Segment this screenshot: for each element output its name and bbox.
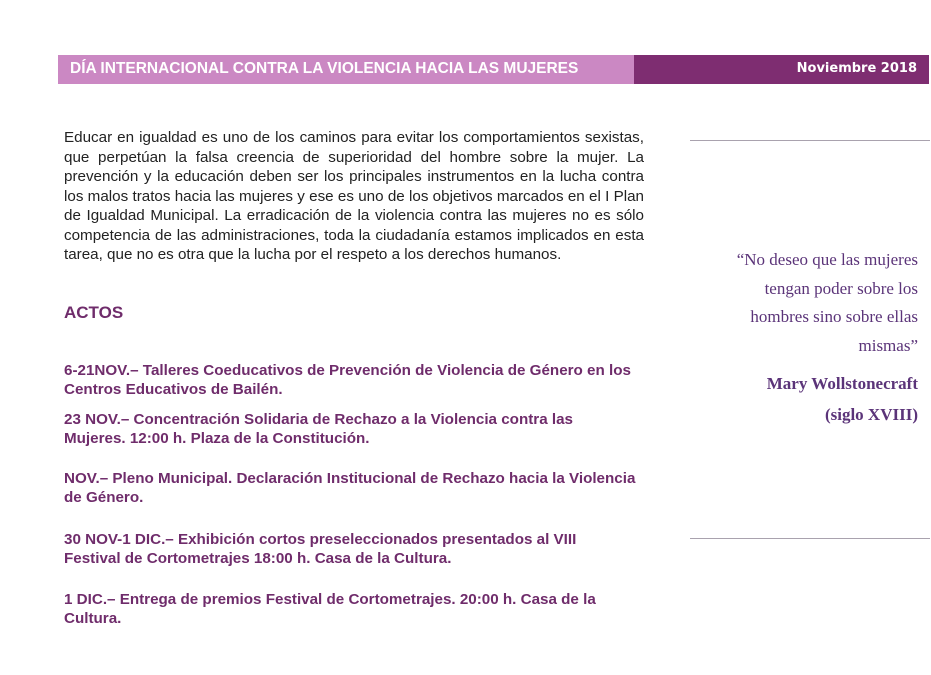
divider-top <box>690 140 930 141</box>
acto-item: 6-21NOV.– Talleres Coeducativos de Prevención de Violencia de Género en los Centros Educativos de Bailén. <box>64 362 631 398</box>
intro-section <box>64 128 644 265</box>
actos-heading: ACTOS <box>64 303 124 322</box>
acto-item: 1 DIC.– Entrega de premios Festival de Cortometrajes. 20:00 h. Casa de la Cultura. <box>64 591 596 627</box>
intro-paragraph: Educar en igualdad es uno de los caminos para evitar los comportamientos sexistas, que perpetúan la falsa creencia de superioridad del hombre sobre la mujer. La prevención y la educación deben ser los principales instrumentos en la lucha contra los malos tratos hacia las mujeres y ese es uno de los objetivos marcados en el I Plan de Igualdad Municipal. La erradicación de la violencia contra las mujeres no es sólo competencia de las administraciones, toda la ciudadanía estamos implicados en esta tarea, que no es otra que la lucha por el respeto a los derechos humanos. <box>64 129 644 263</box>
acto-item: 30 NOV-1 DIC.– Exhibición cortos preseleccionados presentados al VIII Festival de Cortometrajes 18:00 h. Casa de la Cultura. <box>64 531 577 567</box>
date-bar <box>634 55 929 84</box>
pull-quote <box>678 246 918 360</box>
quote-era: (siglo XVIII) <box>824 405 918 424</box>
quote-attribution <box>678 368 918 430</box>
quote-line: “No deseo que las mujeres <box>736 250 918 269</box>
quote-line: hombres sino sobre ellas <box>750 307 918 326</box>
quote-line: mismas” <box>858 335 918 355</box>
acto-item: 23 NOV.– Concentración Solidaria de Rechazo a la Violencia contra las Mujeres. 12:00 h. Plaza de la Constitución. <box>64 411 573 447</box>
divider-bottom <box>690 538 930 539</box>
quote-line: tengan poder sobre los <box>764 278 918 298</box>
quote-author: Mary Wollstonecraft <box>766 374 918 393</box>
page-title: DÍA INTERNACIONAL CONTRA LA VIOLENCIA HACIA LAS MUJERES <box>70 60 579 77</box>
issue-date: Noviembre 2018 <box>796 61 917 76</box>
title-bar <box>58 55 634 84</box>
acto-item: NOV.– Pleno Municipal. Declaración Institucional de Rechazo hacia la Violencia de Género. <box>64 470 636 506</box>
